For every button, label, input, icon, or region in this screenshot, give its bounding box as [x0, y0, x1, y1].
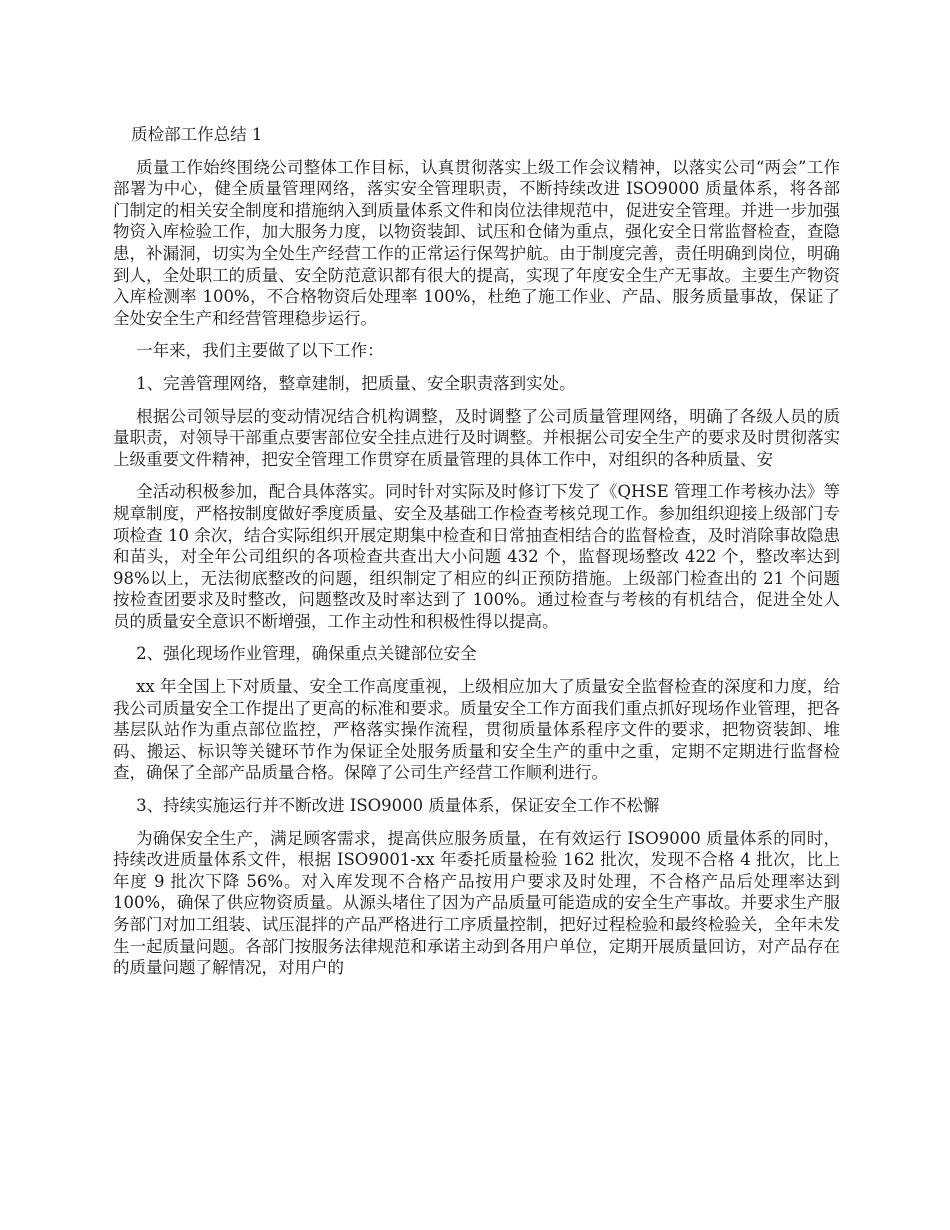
document-page: [113, 124, 840, 990]
paragraph-section-3: 为确保安全生产，满足顾客需求，提高供应服务质量，在有效运行 ISO9000 质量体系的同时，持续改进质量体系文件，根据 ISO9001-xx 年委托质量检验 162 批次，发现不合格 4 批次，比上年度 9 批次下降 56%。对入库发现不合格产品按用户要求及时处理，不合格产品后处理率达到 100%，确保了供应物资质量。从源头堵住了因为产品质量可能造成的安全生产事故。并要求生产服务部门对加工组装、试压混拌的产品严格进行工序质量控制，把好过程检验和最终检验关，全年未发生一起质量问题。各部门按服务法律规范和承诺主动到各用户单位，定期开展质量回访，对产品存在的质量问题了解情况，对用户的: [113, 828, 840, 978]
paragraph-lead-in: 一年来，我们主要做了以下工作：: [136, 341, 384, 361]
section-heading-3: 3、持续实施运行并不断改进 ISO9000 质量体系，保证安全工作不松懈: [136, 796, 660, 816]
section-heading-1: 1、完善管理网络，整章建制，把质量、安全职责落到实处。: [136, 373, 576, 393]
paragraph-section-1b: 全活动积极参加，配合具体落实。同时针对实际及时修订下发了《QHSE 管理工作考核办法》等规章制度，严格按制度做好季度质量、安全及基础工作检查考核兑现工作。参加组织迎接上级部门专项检查 10 余次，结合实际组织开展定期集中检查和日常抽查相结合的监督检查，及时消除事故隐患和苗头，对全年公司组织的各项检查共查出大小问题 432 个，监督现场整改 422 个，整改率达到 98%以上，无法彻底整改的问题，组织制定了相应的纠正预防措施。上级部门检查出的 21 个问题按检查团要求及时整改，问题整改及时率达到了 100%。通过检查与考核的有机结合，促进全处人员的质量安全意识不断增强，工作主动性和积极性得以提高。: [113, 482, 840, 631]
paragraph-section-1a: 根据公司领导层的变动情况结合机构调整，及时调整了公司质量管理网络，明确了各级人员的质量职责，对领导干部重点要害部位安全挂点进行及时调整。并根据公司安全生产的要求及时贯彻落实上级重要文件精神，把安全管理工作贯穿在质量管理的具体工作中，对组织的各种质量、安: [113, 406, 840, 469]
document-title: 质检部工作总结 1: [131, 125, 263, 144]
paragraph-intro: 质量工作始终围绕公司整体工作目标，认真贯彻落实上级工作会议精神，以落实公司“两会”工作部署为中心，健全质量管理网络，落实安全管理职责，不断持续改进 ISO9000 质量体系，将各部门制定的相关安全制度和措施纳入到质量体系文件和岗位法律规范中，促进安全管理。并进一步加强物资入库检验工作，加大服务力度，以物资装卸、试压和仓储为重点，强化安全日常监督检查，查隐患，补漏洞，切实为全处生产经营工作的正常运行保驾护航。由于制度完善，责任明确到岗位，明确到人，全处职工的质量、安全防范意识都有很大的提高，实现了年度安全生产无事故。主要生产物资入库检测率 100%，不合格物资后处理率 100%，杜绝了施工作业、产品、服务质量事故，保证了全处安全生产和经营管理稳步运行。: [113, 157, 840, 328]
paragraph-section-2: xx 年全国上下对质量、安全工作高度重视，上级相应加大了质量安全监督检查的深度和力度，给我公司质量安全工作提出了更高的标准和要求。质量安全工作方面我们重点抓好现场作业管理，把各基层队站作为重点部位监控，严格落实操作流程，贯彻质量体系程序文件的要求，把物资装卸、堆码、搬运、标识等关键环节作为保证全处服务质量和安全生产的重中之重，定期不定期进行监督检查，确保了全部产品质量合格。保障了公司生产经营工作顺利进行。: [113, 677, 840, 783]
section-heading-2: 2、强化现场作业管理，确保重点关键部位安全: [136, 644, 477, 664]
